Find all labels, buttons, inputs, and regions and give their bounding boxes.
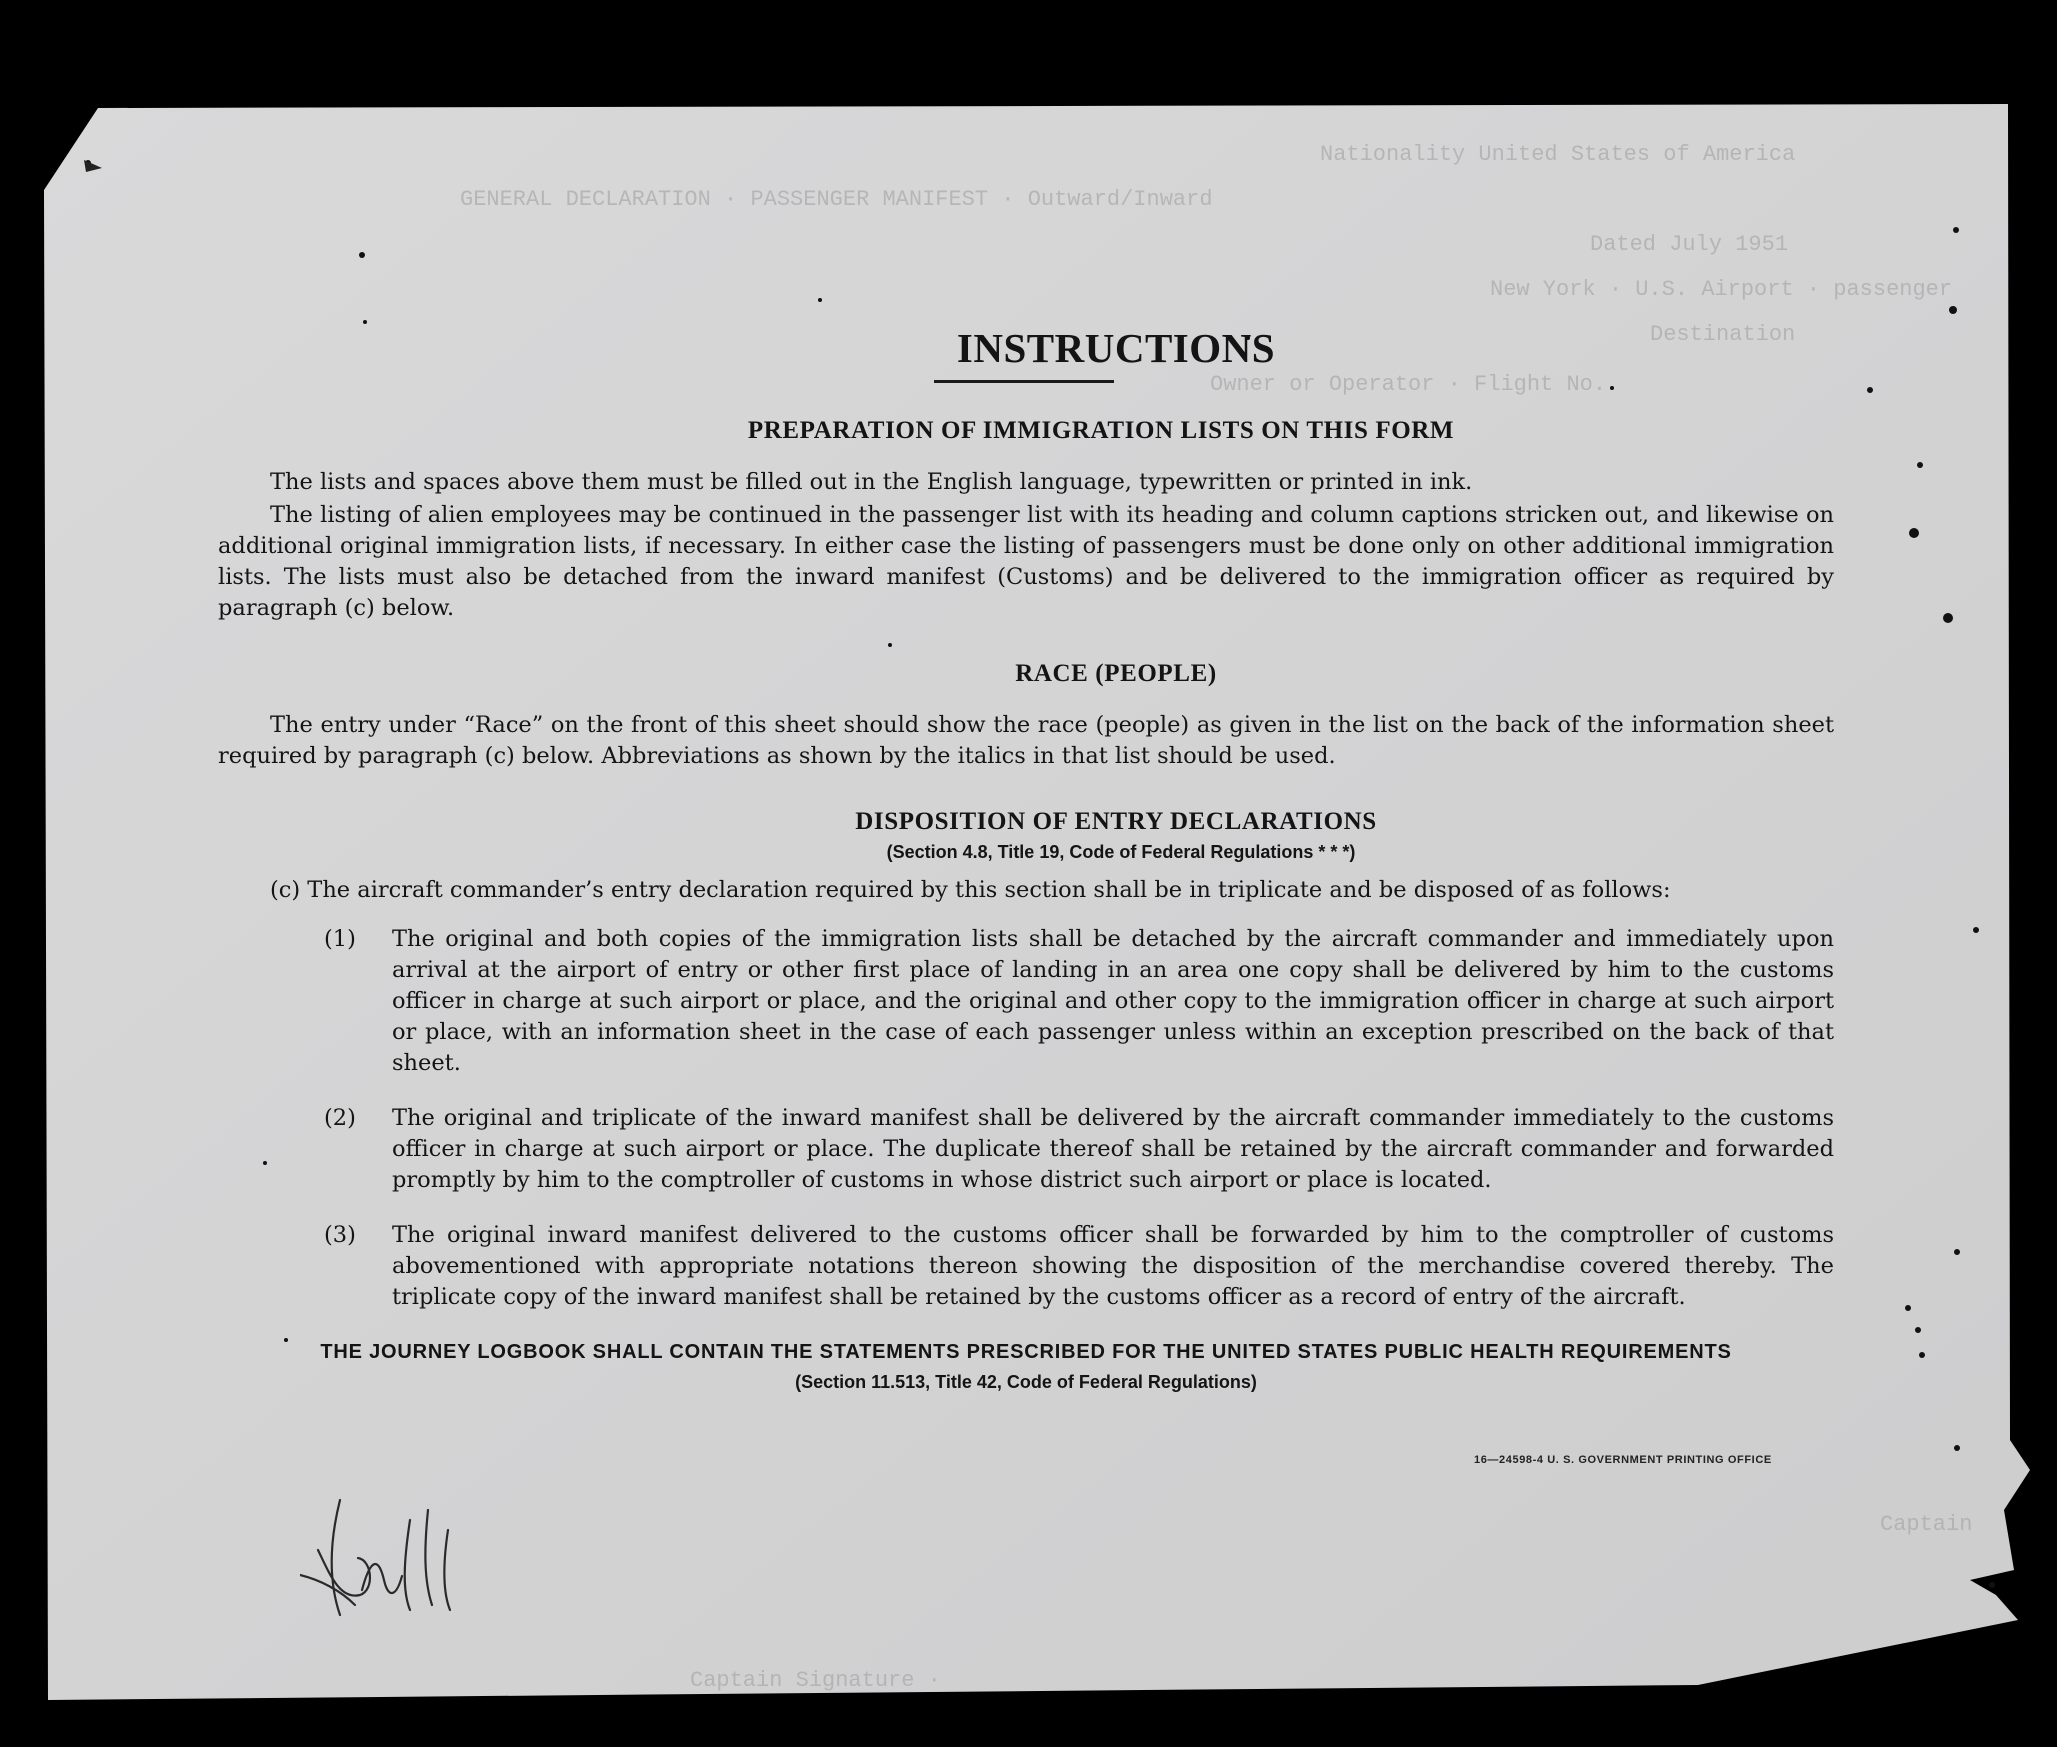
svg-text:Destination: Destination	[1650, 322, 1796, 347]
title-underline	[934, 380, 1114, 383]
item-number: (2)	[324, 1105, 356, 1131]
svg-text:GENERAL DECLARATION · PASSENGE: GENERAL DECLARATION · PASSENGER MANIFEST · Outward/Inward	[460, 187, 1213, 212]
svg-text:Nationality United States of: Nationality United States of America	[1320, 142, 1796, 167]
section-heading-race: RACE (PEOPLE)	[1015, 660, 1217, 687]
item-text: The original and both copies of the immigration lists shall be detached by the aircraft commander and immediately upon arrival at the airport of entry or other first place of landing in an area one copy shall be delivered by him to the customs officer in charge at such airport or place, and the original and other copy to the immigration officer in charge at such airport or place, with an information sheet in the case of each passenger unless within an exception prescribed on the back of that sheet.	[392, 926, 1834, 1076]
handwritten-signature	[300, 1480, 540, 1640]
item-text: The original and triplicate of the inward manifest shall be delivered by the aircraft commander immediately to the customs officer in charge at such airport or place. The duplicate thereof shall be retained by the aircraft commander and forwarded promptly by him to the comptroller of customs in whose district such airport or place is located.	[392, 1105, 1834, 1193]
clause-c: (c) The aircraft commander’s entry declaration required by this section shall be in triplicate and be disposed of as follows:	[270, 877, 1671, 903]
paragraph: The entry under “Race” on the front of this sheet should show the race (people) as given in the list on the back of the information sheet required by paragraph (c) below. Abbreviations as shown by the italics in that list should be used.	[218, 712, 1834, 769]
section-heading-disposition: DISPOSITION OF ENTRY DECLARATIONS	[855, 808, 1377, 835]
item-number: (1)	[324, 926, 356, 952]
svg-text:Owner or Operator · Flight No.: Owner or Operator · Flight No.	[1210, 372, 1607, 397]
list-item	[322, 1103, 1834, 1196]
item-number: (3)	[324, 1222, 356, 1248]
instructions-body	[218, 310, 1834, 1393]
section-citation: (Section 4.8, Title 19, Code of Federal Regulations * * *)	[886, 842, 1356, 862]
section-heading-preparation: PREPARATION OF IMMIGRATION LISTS ON THIS FORM	[747, 417, 1455, 444]
list-item	[322, 1220, 1834, 1313]
list-item	[322, 924, 1834, 1079]
footer-citation: (Section 11.513, Title 42, Code of Federal Regulations)	[795, 1372, 1257, 1392]
svg-text:Dated July 1951: Dated July 1951	[1590, 232, 1789, 257]
item-text: The original inward manifest delivered to the customs officer shall be forwarded by him to the comptroller of customs abovementioned with appropriate notations thereon showing the disposition of the merchandise covered thereby. The triplicate copy of the inward manifest shall be retained by the customs officer as a record of entry of the aircraft.	[392, 1222, 1834, 1310]
paragraph: The listing of alien employees may be continued in the passenger list with its heading and column captions stricken out, and likewise on additional original immigration lists, if necessary. In either case the listing of passengers must be done only on other additional immigration lists. The lists must also be detached from the inward manifest (Customs) and be delivered to the immigration officer as required by paragraph (c) below.	[218, 502, 1834, 621]
svg-text:Captain: Captain	[1880, 1512, 1973, 1537]
page-title: INSTRUCTIONS	[956, 325, 1276, 371]
paragraph: The lists and spaces above them must be filled out in the English language, typewritten or printed in ink.	[270, 469, 1473, 495]
printing-office-code: 16—24598-4 U. S. GOVERNMENT PRINTING OFFICE	[1474, 1454, 1772, 1466]
svg-text:New York · U.S. Airport · pass: New York · U.S. Airport · passenger	[1490, 277, 1953, 302]
footer-statement: THE JOURNEY LOGBOOK SHALL CONTAIN THE STATEMENTS PRESCRIBED FOR THE UNITED STATES PUBLIC HEALTH REQUIREMENTS	[320, 1341, 1732, 1363]
svg-text:Captain Signature ·: Captain Signature ·	[690, 1668, 941, 1693]
